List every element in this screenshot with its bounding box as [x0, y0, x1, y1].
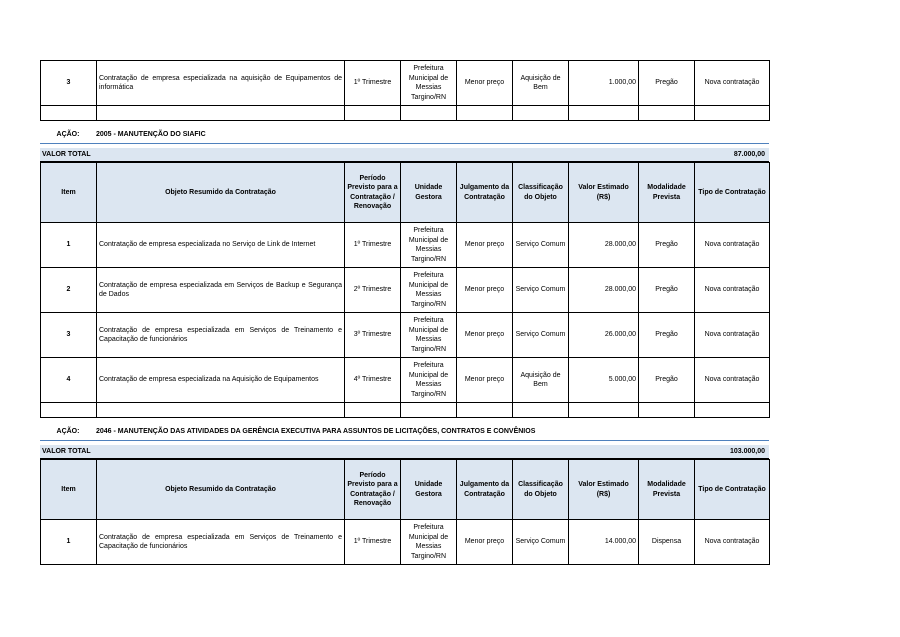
table-row — [41, 61, 770, 106]
section-2-body — [41, 520, 770, 565]
cell-tipo: Nova contratação — [695, 358, 770, 403]
blank-cell — [695, 106, 770, 121]
blank-cell — [457, 403, 513, 418]
table-header-row — [41, 163, 770, 223]
header-tipo: Tipo de Contratação — [695, 460, 770, 520]
cell-valor: 1.000,00 — [569, 61, 639, 106]
cell-classificacao: Serviço Comum — [513, 520, 569, 565]
blank-cell — [569, 106, 639, 121]
cell-unidade: Prefeitura Municipal de Messias Targino/RN — [401, 223, 457, 268]
section-2-valor-total — [40, 445, 769, 459]
cell-tipo: Nova contratação — [695, 61, 770, 106]
blank-cell — [513, 403, 569, 418]
cell-periodo: 3º Trimestre — [345, 313, 401, 358]
blank-cell — [41, 403, 97, 418]
section-2-table — [40, 459, 770, 565]
blank-cell — [639, 106, 695, 121]
header-tipo: Tipo de Contratação — [695, 163, 770, 223]
table-row — [41, 313, 770, 358]
cell-unidade: Prefeitura Municipal de Messias Targino/RN — [401, 268, 457, 313]
header-item: Item — [41, 163, 97, 223]
cell-valor: 28.000,00 — [569, 268, 639, 313]
blank-cell — [97, 403, 345, 418]
cell-tipo: Nova contratação — [695, 313, 770, 358]
header-valor: Valor Estimado (R$) — [569, 163, 639, 223]
blank-cell — [345, 403, 401, 418]
top-contracts-table — [40, 60, 770, 121]
valor-total-amount: 103.000,00 — [729, 448, 765, 455]
cell-julgamento: Menor preço — [457, 520, 513, 565]
header-objeto: Objeto Resumido da Contratação — [97, 163, 345, 223]
cell-modalidade: Dispensa — [639, 520, 695, 565]
header-classificacao: Classificação do Objeto — [513, 460, 569, 520]
cell-valor: 14.000,00 — [569, 520, 639, 565]
blank-cell — [569, 403, 639, 418]
cell-unidade: Prefeitura Municipal de Messias Targino/RN — [401, 520, 457, 565]
cell-valor: 28.000,00 — [569, 223, 639, 268]
cell-modalidade: Pregão — [639, 223, 695, 268]
cell-valor: 5.000,00 — [569, 358, 639, 403]
header-unidade: Unidade Gestora — [401, 163, 457, 223]
cell-item: 1 — [41, 520, 97, 565]
cell-classificacao: Serviço Comum — [513, 223, 569, 268]
header-modalidade: Modalidade Prevista — [639, 163, 695, 223]
section-2-acao — [40, 422, 769, 441]
cell-classificacao: Serviço Comum — [513, 313, 569, 358]
cell-tipo: Nova contratação — [695, 268, 770, 313]
blank-cell — [401, 106, 457, 121]
cell-julgamento: Menor preço — [457, 313, 513, 358]
cell-periodo: 2º Trimestre — [345, 268, 401, 313]
valor-total-label: VALOR TOTAL — [42, 448, 91, 455]
cell-item: 2 — [41, 268, 97, 313]
header-julgamento: Julgamento da Contratação — [457, 460, 513, 520]
cell-classificacao: Aquisição de Bem — [513, 358, 569, 403]
cell-modalidade: Pregão — [639, 61, 695, 106]
cell-julgamento: Menor preço — [457, 358, 513, 403]
cell-julgamento: Menor preço — [457, 61, 513, 106]
cell-julgamento: Menor preço — [457, 223, 513, 268]
cell-item: 3 — [41, 313, 97, 358]
section-1-body — [41, 223, 770, 418]
cell-objeto: Contratação de empresa especializada em Serviços de Treinamento e Capacitação de funcionários — [97, 520, 345, 565]
cell-item: 4 — [41, 358, 97, 403]
blank-row — [41, 403, 770, 418]
cell-item: 1 — [41, 223, 97, 268]
header-valor: Valor Estimado (R$) — [569, 460, 639, 520]
cell-item: 3 — [41, 61, 97, 106]
blank-cell — [513, 106, 569, 121]
cell-unidade: Prefeitura Municipal de Messias Targino/RN — [401, 61, 457, 106]
acao-title: 2046 - MANUTENÇÃO DAS ATIVIDADES DA GERÊNCIA EXECUTIVA PARA ASSUNTOS DE LICITAÇÕES, CONTRATOS E CONVÊNIOS — [96, 427, 536, 435]
cell-periodo: 1º Trimestre — [345, 61, 401, 106]
blank-cell — [695, 403, 770, 418]
valor-total-label: VALOR TOTAL — [42, 151, 91, 158]
cell-objeto: Contratação de empresa especializada na Aquisição de Equipamentos — [97, 358, 345, 403]
section-1-acao — [40, 125, 769, 144]
acao-label: AÇÃO: — [56, 130, 80, 138]
blank-row — [41, 106, 770, 121]
cell-objeto: Contratação de empresa especializada em Serviços de Backup e Segurança de Dados — [97, 268, 345, 313]
section-1-table — [40, 162, 770, 418]
table-row — [41, 520, 770, 565]
cell-objeto: Contratação de empresa especializada no Serviço de Link de Internet — [97, 223, 345, 268]
table-row — [41, 268, 770, 313]
header-modalidade: Modalidade Prevista — [639, 460, 695, 520]
blank-cell — [41, 106, 97, 121]
table-row — [41, 358, 770, 403]
cell-periodo: 4º Trimestre — [345, 358, 401, 403]
header-periodo: Período Previsto para a Contratação / Renovação — [345, 460, 401, 520]
header-unidade: Unidade Gestora — [401, 460, 457, 520]
valor-total-amount: 87.000,00 — [733, 151, 765, 158]
header-classificacao: Classificação do Objeto — [513, 163, 569, 223]
section-1-valor-total — [40, 148, 769, 162]
blank-cell — [639, 403, 695, 418]
table-row — [41, 223, 770, 268]
cell-periodo: 1º Trimestre — [345, 520, 401, 565]
cell-tipo: Nova contratação — [695, 223, 770, 268]
header-julgamento: Julgamento da Contratação — [457, 163, 513, 223]
blank-cell — [401, 403, 457, 418]
header-periodo: Período Previsto para a Contratação / Renovação — [345, 163, 401, 223]
table-header-row — [41, 460, 770, 520]
cell-modalidade: Pregão — [639, 268, 695, 313]
acao-title: 2005 - MANUTENÇÃO DO SIAFIC — [96, 130, 206, 138]
cell-valor: 26.000,00 — [569, 313, 639, 358]
cell-unidade: Prefeitura Municipal de Messias Targino/RN — [401, 358, 457, 403]
header-item: Item — [41, 460, 97, 520]
cell-julgamento: Menor preço — [457, 268, 513, 313]
top-table-body — [41, 61, 770, 121]
cell-modalidade: Pregão — [639, 358, 695, 403]
cell-classificacao: Aquisição de Bem — [513, 61, 569, 106]
cell-periodo: 1º Trimestre — [345, 223, 401, 268]
cell-objeto: Contratação de empresa especializada na aquisição de Equipamentos de informática — [97, 61, 345, 106]
header-objeto: Objeto Resumido da Contratação — [97, 460, 345, 520]
document-page — [40, 60, 769, 565]
cell-objeto: Contratação de empresa especializada em Serviços de Treinamento e Capacitação de funcionários — [97, 313, 345, 358]
cell-modalidade: Pregão — [639, 313, 695, 358]
blank-cell — [457, 106, 513, 121]
blank-cell — [345, 106, 401, 121]
cell-unidade: Prefeitura Municipal de Messias Targino/RN — [401, 313, 457, 358]
cell-classificacao: Serviço Comum — [513, 268, 569, 313]
acao-label: AÇÃO: — [56, 427, 80, 435]
blank-cell — [97, 106, 345, 121]
cell-tipo: Nova contratação — [695, 520, 770, 565]
